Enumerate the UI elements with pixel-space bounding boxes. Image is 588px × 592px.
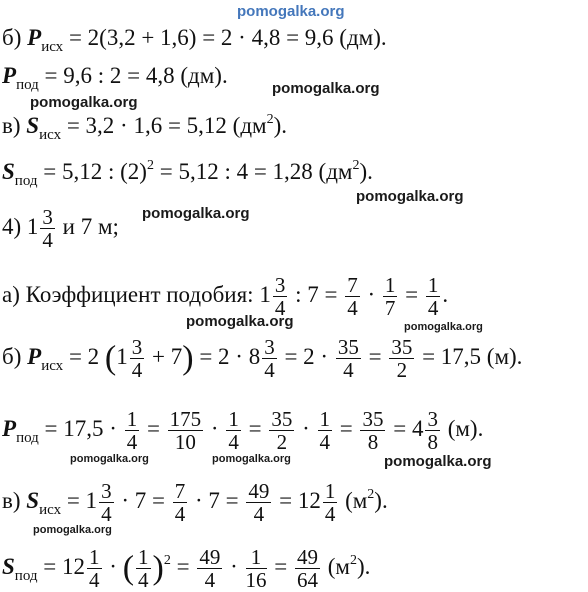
fraction: $\frac{3}{4}$ [131, 335, 143, 383]
watermark: pomogalka.org [142, 205, 250, 222]
fraction: $\frac{1}{4}$ [126, 407, 138, 455]
fraction: $\frac{1}{4}$ [89, 545, 100, 592]
watermark: pomogalka.org [272, 80, 380, 97]
fraction: $\frac{35}{4}$ [337, 335, 359, 383]
equation-p-similar: $P_{под} = 9,6$ : 2 = 4,8 (дм). [2, 63, 228, 93]
equation-p-similar-2: $P_{под} = 17,5$ · $\frac{1}{4}$ = $\frac{175}{10}$ · $\frac{1}{4}$ = $\frac{35}{2}$ · $\frac{1}{4}$ = $\frac{35}{8}$ = 4 $\frac{3}{8}$ (м). [2, 407, 484, 455]
equation-p-original: б) $P_{исх} = 2(3,2 + 1,6) = 2 \cdot 4,8 = 9,6$ (дм). [2, 25, 387, 55]
watermark: pomogalka.org [212, 453, 291, 465]
watermark: pomogalka.org [30, 94, 138, 111]
fraction: $\frac{3}{4}$ [101, 479, 112, 527]
fraction: $\frac{7}{4}$ [347, 273, 358, 321]
fraction: $\frac{1}{7}$ [384, 273, 396, 321]
fraction: $\frac{35}{2}$ [391, 335, 413, 383]
equation-s-similar-2: $S_{под} = 12$ $\frac{1}{4}$ · ( $\frac{1}{4}$ )$^2$ = $\frac{49}{4}$ · $\frac{1}{16}$ = $\frac{49}{64}$ $(м^2)$. [2, 545, 371, 592]
watermark: pomogalka.org [186, 313, 294, 330]
problem-4-given: 4) 1 $\frac{3}{4}$ и 7 м; [2, 205, 119, 253]
fraction: $\frac{1}{4}$ [228, 407, 239, 455]
fraction: $\frac{49}{4}$ [199, 545, 221, 592]
equation-s-original: в) $S_{исх} = 3,2 \cdot 1,6 = 5,12$ $(дм^2)$. [2, 112, 288, 143]
fraction: $\frac{49}{64}$ [296, 545, 318, 592]
fraction: $\frac{35}{8}$ [362, 407, 384, 455]
equation-p-original-2: б) $P_{исх} = 2$ (1 $\frac{3}{4}$ + 7) = 2 · 8 $\frac{3}{4}$ = 2 · $\frac{35}{4}$ = $\frac{35}{2}$ = 17,5 (м). [2, 335, 523, 383]
fraction: $\frac{35}{2}$ [271, 407, 293, 455]
watermark: pomogalka.org [70, 453, 149, 465]
watermark: pomogalka.org [404, 321, 483, 333]
fraction: $\frac{3}{4}$ [264, 335, 275, 383]
equation-s-similar: $S_{под} = 5,12$ : $(2)^2 = 5,12$ : 4 = 1,28 $(дм^2)$. [2, 158, 373, 189]
fraction: $\frac{3}{4}$ [274, 273, 286, 321]
watermark: pomogalka.org [33, 524, 112, 536]
fraction: $\frac{1}{4}$ [324, 479, 336, 527]
fraction: $\frac{3}{8}$ [427, 407, 438, 455]
similarity-coefficient: а) Коэффициент подобия: 1 $\frac{3}{4}$ : 7 = $\frac{7}{4}$ · $\frac{1}{7}$ = $\frac{1}{4}$ . [2, 273, 449, 321]
watermark: pomogalka.org [356, 188, 464, 205]
watermark: pomogalka.org [237, 3, 345, 20]
fraction: $\frac{175}{10}$ [169, 407, 202, 455]
fraction: $\frac{1}{4}$ [319, 407, 330, 455]
fraction: $\frac{3}{4}$ [42, 205, 53, 253]
equation-s-original-2: в) $S_{исх} = 1$ $\frac{3}{4}$ · 7 = $\frac{7}{4}$ · 7 = $\frac{49}{4}$ = 12 $\frac{1}{4}$ $(м^2)$. [2, 479, 388, 527]
fraction: $\frac{49}{4}$ [248, 479, 270, 527]
fraction: $\frac{1}{4}$ [427, 273, 439, 321]
fraction: $\frac{1}{4}$ [138, 545, 149, 592]
fraction: $\frac{1}{16}$ [245, 545, 267, 592]
fraction: $\frac{7}{4}$ [174, 479, 186, 527]
watermark: pomogalka.org [384, 453, 492, 470]
